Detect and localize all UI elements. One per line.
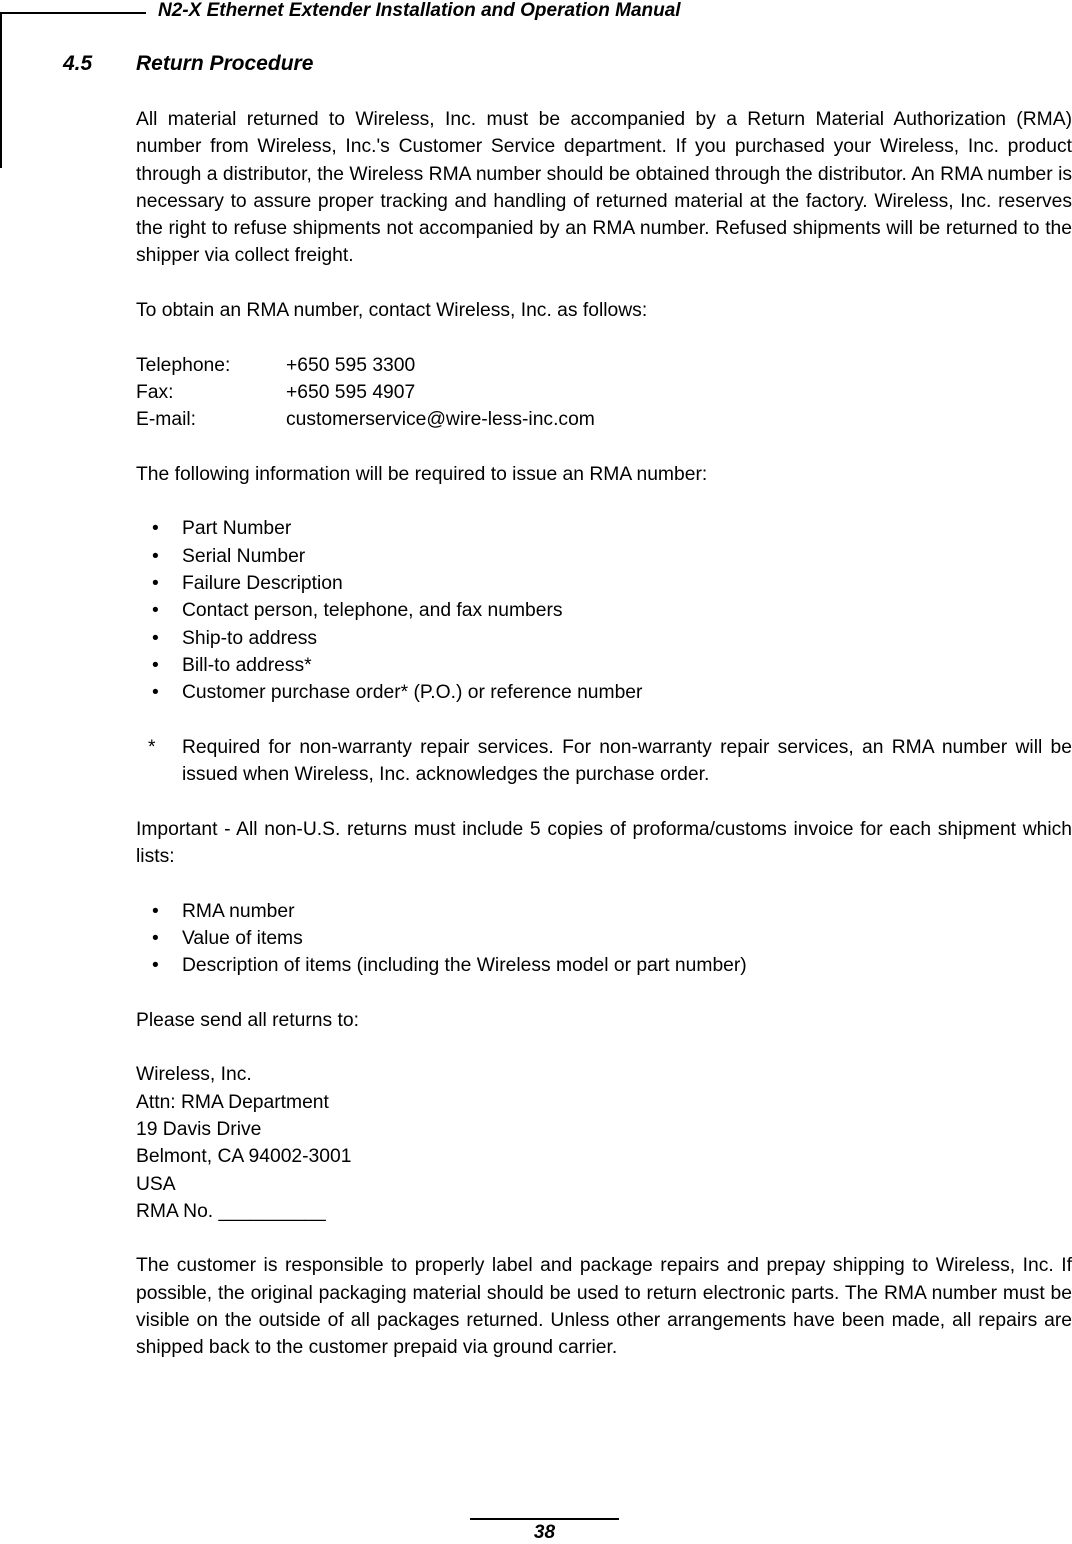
list-item: • Failure Description (136, 570, 1072, 597)
contact-label: Fax: (136, 381, 174, 403)
footnote-mark: * (148, 736, 156, 758)
bullet: • (152, 600, 159, 622)
list-item: • Bill-to address* (136, 652, 1072, 679)
important-paragraph: Important - All non-U.S. returns must include 5 copies of proforma/customs invoice for each shipment which lists: (136, 818, 1072, 868)
return-address (136, 1061, 1072, 1225)
bullet: • (152, 545, 159, 567)
bullet: • (152, 927, 159, 949)
header-rule-horizontal (0, 12, 146, 14)
contact-value: +650 595 4907 (286, 381, 416, 403)
list-item: • Contact person, telephone, and fax numbers (136, 597, 1072, 624)
footer-rule (470, 1518, 619, 1520)
header-rule-vertical (0, 12, 2, 168)
intro-paragraph: All material returned to Wireless, Inc. must be accompanied by a Return Material Authorization (RMA) number from Wireless, Inc.'s Customer Service department. If you purchased your Wireless, Inc. product through a distributor, the Wireless RMA number should be obtained through the distributor. An RMA number is necessary to assure proper tracking and handling of returned material at the factory. Wireless, Inc. reserves the right to refuse shipments not accompanied by an RMA number. Refused shipments will be returned to the shipper via collect freight. (136, 109, 1072, 267)
footnote-text: Required for non-warranty repair services. For non-warranty repair services, an RMA number will be issued when Wireless, Inc. acknowledges the purchase order. (182, 736, 1072, 786)
required-intro: The following information will be required to issue an RMA number: (136, 463, 708, 485)
page-body (136, 106, 1072, 1362)
bullet: • (152, 900, 159, 922)
running-header: N2-X Ethernet Extender Installation and Operation Manual (158, 0, 681, 21)
address-line: Attn: RMA Department (136, 1091, 329, 1113)
section-heading (63, 52, 313, 76)
invoice-items-list (136, 898, 1072, 980)
address-line: Belmont, CA 94002-3001 (136, 1146, 352, 1168)
closing-paragraph: The customer is responsible to properly label and package repairs and prepay shipping to Wireless, Inc. If possible, the original packaging material should be used to return electronic parts. The RMA number must be visible on the outside of all packages returned. Unless other arrangements have been made, all repairs are shipped back to the customer prepaid via ground carrier. (136, 1255, 1072, 1359)
contact-label: Telephone: (136, 354, 231, 376)
contact-row (136, 352, 1072, 379)
list-item: • Ship-to address (136, 625, 1072, 652)
required-items-list (136, 515, 1072, 706)
list-item: • Part Number (136, 515, 1072, 542)
contact-row (136, 406, 1072, 433)
list-item: • RMA number (136, 898, 1072, 925)
list-item: • Customer purchase order* (P.O.) or reference number (136, 679, 1072, 706)
section-number: 4.5 (63, 52, 93, 75)
bullet: • (152, 654, 159, 676)
footnote (136, 734, 1072, 789)
list-item: • Value of items (136, 925, 1072, 952)
address-line: Wireless, Inc. (136, 1064, 252, 1086)
contact-row (136, 379, 1072, 406)
address-line: RMA No. __________ (136, 1200, 326, 1222)
list-item: • Description of items (including the Wireless model or part number) (136, 952, 1072, 979)
bullet: • (152, 682, 159, 704)
address-line: 19 Davis Drive (136, 1118, 262, 1140)
page-number: 38 (533, 1522, 556, 1543)
section-title: Return Procedure (136, 52, 314, 75)
send-intro: Please send all returns to: (136, 1009, 359, 1031)
contact-value: customerservice@wire-less-inc.com (286, 409, 595, 431)
address-line: USA (136, 1173, 176, 1195)
contact-list (136, 352, 1072, 434)
list-item: • Serial Number (136, 543, 1072, 570)
bullet: • (152, 627, 159, 649)
bullet: • (152, 573, 159, 595)
bullet: • (152, 955, 159, 977)
bullet: • (152, 518, 159, 540)
contact-intro: To obtain an RMA number, contact Wireless, Inc. as follows: (136, 300, 648, 322)
contact-value: +650 595 3300 (286, 354, 416, 376)
contact-label: E-mail: (136, 409, 196, 431)
